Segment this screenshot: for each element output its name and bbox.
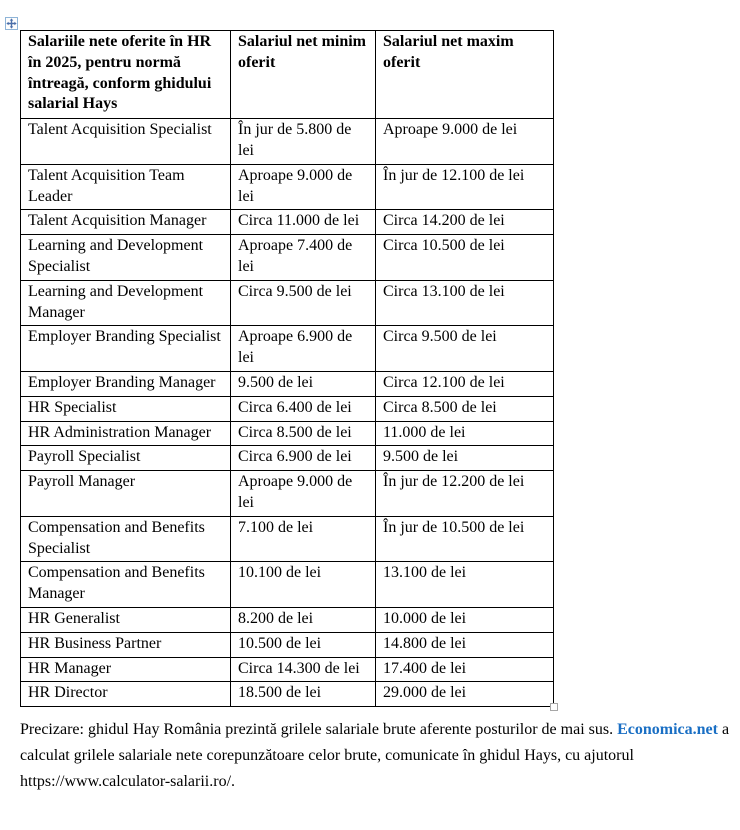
max-salary-cell: Circa 10.500 de lei <box>376 235 554 281</box>
salary-table <box>20 30 554 707</box>
max-salary-cell: Aproape 9.000 de lei <box>376 119 554 165</box>
max-salary-cell: În jur de 10.500 de lei <box>376 516 554 562</box>
table-row <box>21 516 554 562</box>
min-salary-cell: Circa 14.300 de lei <box>231 657 376 682</box>
min-salary-cell: Circa 8.500 de lei <box>231 421 376 446</box>
min-salary-cell: Aproape 6.900 de lei <box>231 326 376 372</box>
max-salary-cell: Circa 13.100 de lei <box>376 280 554 326</box>
table-row <box>21 446 554 471</box>
table-row <box>21 682 554 707</box>
min-salary-cell: Circa 9.500 de lei <box>231 280 376 326</box>
table-row <box>21 471 554 517</box>
min-salary-cell: Circa 6.400 de lei <box>231 396 376 421</box>
table-resize-handle[interactable] <box>550 703 558 711</box>
position-cell: Talent Acquisition Manager <box>21 210 231 235</box>
min-salary-cell: 10.100 de lei <box>231 562 376 608</box>
table-row <box>21 421 554 446</box>
max-salary-cell: În jur de 12.100 de lei <box>376 164 554 210</box>
position-cell: Compensation and Benefits Manager <box>21 562 231 608</box>
position-cell: Talent Acquisition Specialist <box>21 119 231 165</box>
table-row <box>21 280 554 326</box>
salary-table-container <box>20 30 554 707</box>
header-max-salary: Salariul net maxim oferit <box>376 31 554 119</box>
move-icon <box>6 18 17 29</box>
position-cell: Learning and Development Manager <box>21 280 231 326</box>
salary-table-body <box>21 119 554 707</box>
min-salary-cell: 10.500 de lei <box>231 632 376 657</box>
table-row <box>21 326 554 372</box>
table-row <box>21 210 554 235</box>
min-salary-cell: Aproape 7.400 de lei <box>231 235 376 281</box>
min-salary-cell: Circa 6.900 de lei <box>231 446 376 471</box>
position-cell: HR Generalist <box>21 607 231 632</box>
min-salary-cell: 18.500 de lei <box>231 682 376 707</box>
table-row <box>21 164 554 210</box>
max-salary-cell: Circa 8.500 de lei <box>376 396 554 421</box>
position-cell: Learning and Development Specialist <box>21 235 231 281</box>
table-row <box>21 371 554 396</box>
table-row <box>21 235 554 281</box>
table-row <box>21 632 554 657</box>
max-salary-cell: 10.000 de lei <box>376 607 554 632</box>
economica-link[interactable]: Economica.net <box>617 721 718 739</box>
header-row <box>21 31 554 119</box>
footnote-text-after: a calculat grilele salariale nete corepunzătoare celor brute, comunicate în ghidul Hays, cu ajutorul https://www.calculator-salarii.ro/. <box>20 721 730 791</box>
max-salary-cell: 14.800 de lei <box>376 632 554 657</box>
max-salary-cell: Circa 14.200 de lei <box>376 210 554 235</box>
position-cell: Talent Acquisition Team Leader <box>21 164 231 210</box>
position-cell: HR Manager <box>21 657 231 682</box>
table-row <box>21 396 554 421</box>
table-row <box>21 607 554 632</box>
position-cell: Compensation and Benefits Specialist <box>21 516 231 562</box>
max-salary-cell: 29.000 de lei <box>376 682 554 707</box>
position-cell: HR Administration Manager <box>21 421 231 446</box>
footnote-text-before: Precizare: ghidul Hay România prezintă grilele salariale brute aferente posturilor de mai sus. <box>20 721 618 739</box>
min-salary-cell: Aproape 9.000 de lei <box>231 471 376 517</box>
header-min-salary: Salariul net minim oferit <box>231 31 376 119</box>
footnote <box>20 717 738 795</box>
min-salary-cell: 8.200 de lei <box>231 607 376 632</box>
max-salary-cell: 9.500 de lei <box>376 446 554 471</box>
min-salary-cell: 9.500 de lei <box>231 371 376 396</box>
max-salary-cell: În jur de 12.200 de lei <box>376 471 554 517</box>
max-salary-cell: Circa 12.100 de lei <box>376 371 554 396</box>
min-salary-cell: În jur de 5.800 de lei <box>231 119 376 165</box>
table-move-handle[interactable] <box>5 17 18 30</box>
position-cell: Employer Branding Specialist <box>21 326 231 372</box>
header-position: Salariile nete oferite în HR în 2025, pentru normă întreagă, conform ghidului salarial Hays <box>21 31 231 119</box>
table-row <box>21 119 554 165</box>
position-cell: HR Specialist <box>21 396 231 421</box>
table-row <box>21 657 554 682</box>
position-cell: HR Business Partner <box>21 632 231 657</box>
max-salary-cell: 17.400 de lei <box>376 657 554 682</box>
position-cell: HR Director <box>21 682 231 707</box>
max-salary-cell: 13.100 de lei <box>376 562 554 608</box>
max-salary-cell: Circa 9.500 de lei <box>376 326 554 372</box>
min-salary-cell: 7.100 de lei <box>231 516 376 562</box>
position-cell: Payroll Specialist <box>21 446 231 471</box>
position-cell: Employer Branding Manager <box>21 371 231 396</box>
position-cell: Payroll Manager <box>21 471 231 517</box>
min-salary-cell: Aproape 9.000 de lei <box>231 164 376 210</box>
min-salary-cell: Circa 11.000 de lei <box>231 210 376 235</box>
max-salary-cell: 11.000 de lei <box>376 421 554 446</box>
table-row <box>21 562 554 608</box>
